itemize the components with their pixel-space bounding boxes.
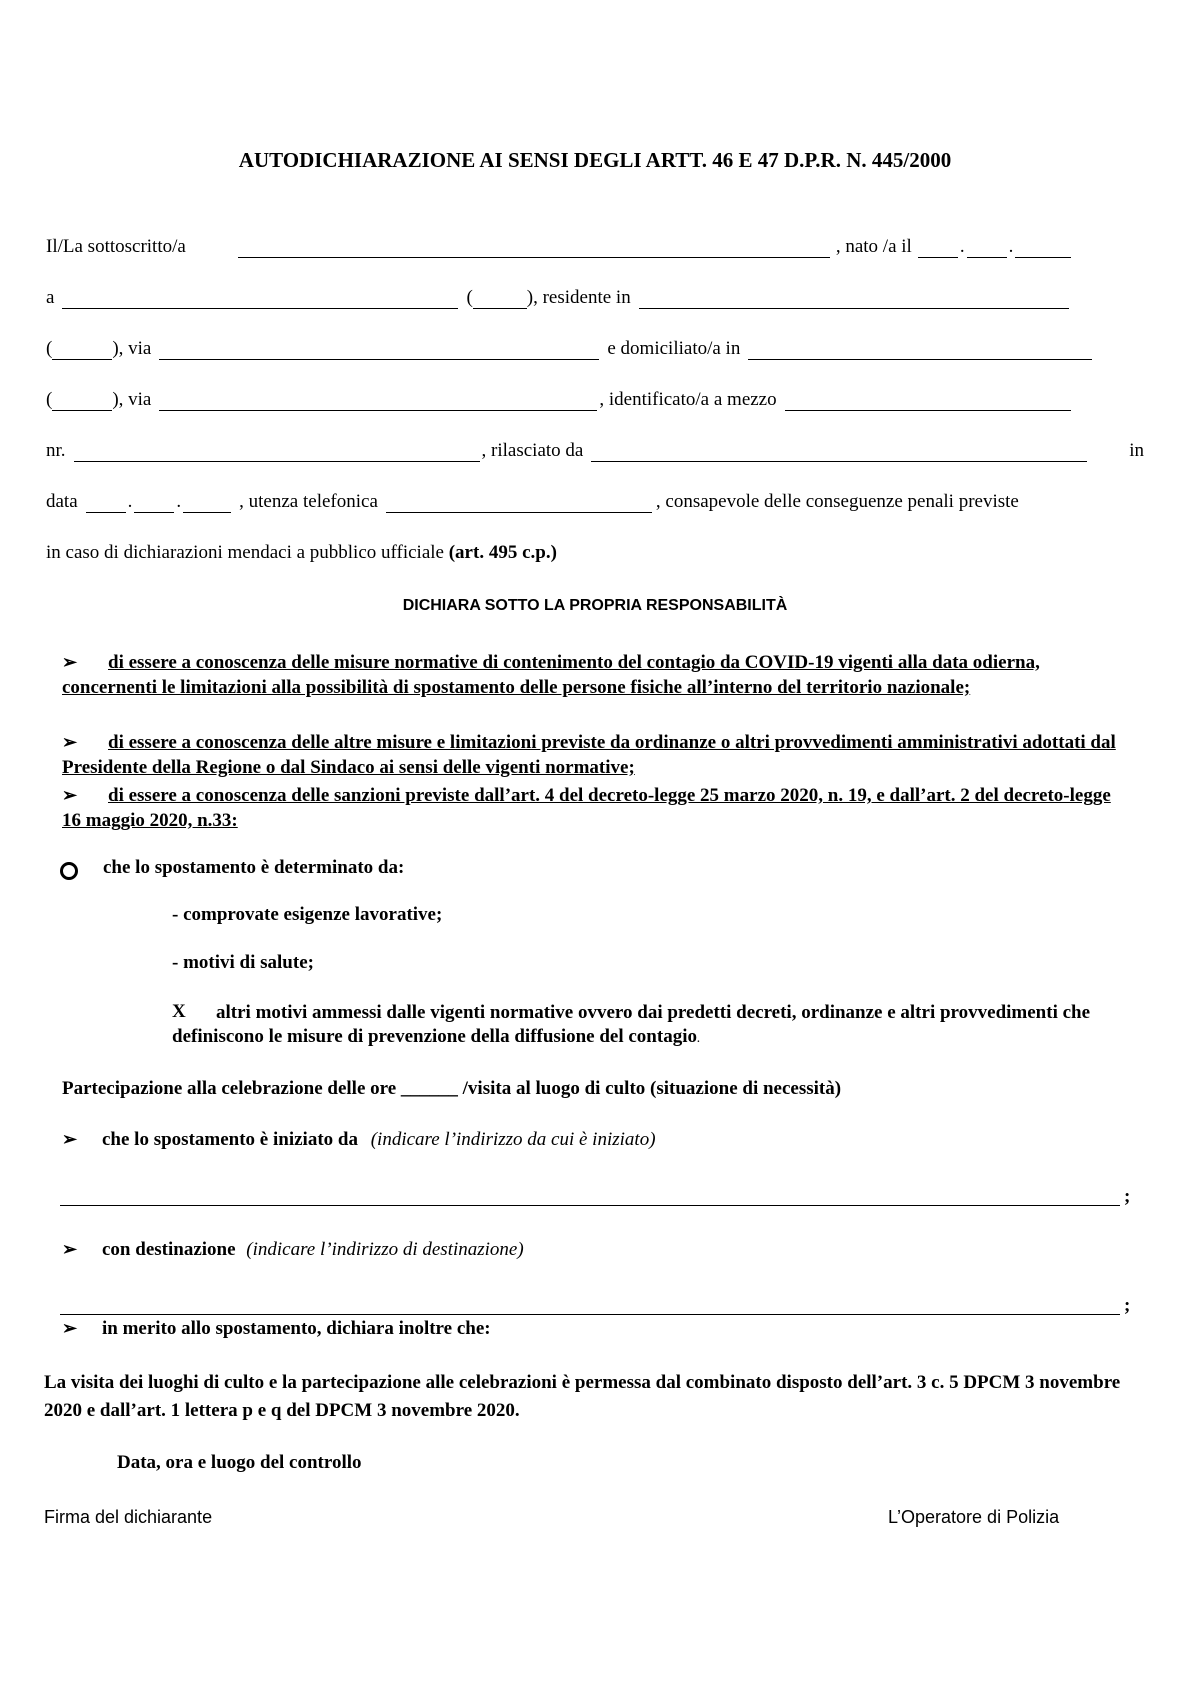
date-separator: . xyxy=(176,491,182,512)
option-altri-text: altri motivi ammessi dalle vigenti normative ovvero dai predetti decreti, ordinanze e altri provvedimenti che definiscono le misure di prevenzione della diffusione del contagio xyxy=(172,1002,1091,1047)
bullet-text: di essere a conoscenza delle altre misure e limitazioni previste da ordinanze o altri provvedimenti amministrativi adottati dal Presidente della Regione o dal Sindaco ai sensi delle vigenti normative; xyxy=(62,732,1116,778)
bullet-text: di essere a conoscenza delle sanzioni previste dall’art. 4 del decreto-legge 25 marzo 2020, n. 19, e dall’art. 2 del decreto-legge 16 maggio 2020, n.33: xyxy=(62,785,1111,831)
form-line-penalty xyxy=(46,538,1144,564)
spostamento-heading: che lo spostamento è determinato da: xyxy=(103,857,405,878)
option-altri-motivi xyxy=(172,1001,1102,1051)
birth-year-field[interactable] xyxy=(1015,238,1071,258)
firma-dichiarante-label: Firma del dichiarante xyxy=(44,1507,213,1527)
birth-month-field[interactable] xyxy=(967,238,1007,258)
date-separator: . xyxy=(959,236,965,257)
via-label: ), via xyxy=(112,338,152,359)
bullet-other-measures xyxy=(62,730,1130,780)
id-document-field[interactable] xyxy=(785,391,1071,411)
penalty-text: in caso di dichiarazioni mendaci a pubblico ufficiale xyxy=(46,542,449,563)
merito-line xyxy=(62,1318,491,1340)
residence-province-field[interactable] xyxy=(52,340,112,360)
document-title: AUTODICHIARAZIONE AI SENSI DEGLI ARTT. 46 E 47 D.P.R. N. 445/2000 xyxy=(238,148,952,172)
issue-month-field[interactable] xyxy=(134,493,174,513)
domiciliato-label: e domiciliato/a in xyxy=(607,338,741,359)
iniziato-label: che lo spostamento è iniziato da xyxy=(102,1129,358,1150)
consapevole-label: , consapevole delle conseguenze penali previste xyxy=(655,491,1019,512)
bullet-covid-measures xyxy=(62,650,1130,700)
arrow-icon: ➢ xyxy=(62,732,78,752)
residence-city-field[interactable] xyxy=(639,289,1069,309)
celebration-time-field[interactable]: ______ xyxy=(400,1078,458,1099)
phone-field[interactable] xyxy=(386,493,652,513)
issuer-field[interactable] xyxy=(591,442,1087,462)
legal-note: La visita dei luoghi di culto e la partecipazione alle celebrazioni è permessa dal combinato disposto dell’art. 3 c. 5 DPCM 3 novembre 2020 e dall’art. 1 lettera p e q del DPCM 3 novembre 2020. xyxy=(44,1372,1121,1421)
paren-open: ( xyxy=(46,338,53,359)
via-label: ), via xyxy=(112,389,152,410)
operatore-label: L’Operatore di Polizia xyxy=(888,1507,1060,1527)
date-separator: . xyxy=(127,491,133,512)
arrow-icon: ➢ xyxy=(62,785,78,805)
arrow-icon: ➢ xyxy=(62,652,78,672)
partecipazione-line xyxy=(62,1078,841,1100)
document-number-field[interactable] xyxy=(74,442,480,462)
sottoscritto-label: Il/La sottoscritto/a xyxy=(46,236,186,257)
option-salute[interactable]: - motivi di salute; xyxy=(172,952,314,973)
form-line-document xyxy=(46,436,1144,462)
residence-street-field[interactable] xyxy=(159,340,599,360)
nato-label: , nato /a il xyxy=(835,236,912,257)
iniziato-hint: (indicare l’indirizzo da cui è iniziato) xyxy=(370,1129,656,1150)
option-altri-end: . xyxy=(696,1031,701,1046)
merito-text: in merito allo spostamento, dichiara inoltre che: xyxy=(102,1318,491,1339)
form-line-residence xyxy=(46,334,1144,360)
identificato-label: , identificato/a a mezzo xyxy=(599,389,777,410)
destinazione-hint: (indicare l’indirizzo di destinazione) xyxy=(246,1239,524,1260)
destinazione-label: con destinazione xyxy=(102,1239,236,1260)
paren-open: ( xyxy=(46,389,53,410)
start-address-field[interactable] xyxy=(60,1205,1120,1206)
domicile-street-field[interactable] xyxy=(159,391,597,411)
controllo-label: Data, ora e luogo del controllo xyxy=(117,1452,362,1473)
residente-label: ), residente in xyxy=(526,287,631,308)
arrow-icon: ➢ xyxy=(62,1129,78,1149)
form-line-date-phone xyxy=(46,487,1144,513)
in-label: in xyxy=(1129,440,1144,461)
paren-open: ( xyxy=(466,287,473,308)
partecipazione-after: /visita al luogo di culto (situazione di necessità) xyxy=(457,1078,842,1099)
form-line-domicile xyxy=(46,385,1144,411)
form-line-birthplace xyxy=(46,283,1144,309)
utenza-label: , utenza telefonica xyxy=(239,491,378,512)
birth-province-field[interactable] xyxy=(473,289,527,309)
start-semicolon: ; xyxy=(1124,1186,1131,1207)
arrow-icon: ➢ xyxy=(62,1318,78,1338)
radio-circle-icon[interactable] xyxy=(60,862,78,880)
birthplace-label: a xyxy=(46,287,55,308)
birth-day-field[interactable] xyxy=(918,238,958,258)
partecipazione-label: Partecipazione alla celebrazione delle ore xyxy=(62,1078,401,1099)
domicile-province-field[interactable] xyxy=(52,391,112,411)
iniziato-line xyxy=(62,1129,656,1151)
name-field[interactable] xyxy=(238,238,830,258)
option-lavorative[interactable]: - comprovate esigenze lavorative; xyxy=(172,904,443,925)
form-line-name xyxy=(46,232,1144,258)
destination-address-field[interactable] xyxy=(60,1314,1120,1315)
data-label: data xyxy=(46,491,78,512)
nr-label: nr. xyxy=(46,440,66,461)
destinazione-line xyxy=(62,1239,524,1261)
penalty-article: (art. 495 c.p.) xyxy=(448,542,557,563)
option-altri-mark[interactable]: X xyxy=(172,1001,186,1022)
rilasciato-label: , rilasciato da xyxy=(481,440,584,461)
date-separator: . xyxy=(1008,236,1014,257)
issue-year-field[interactable] xyxy=(183,493,231,513)
bullet-text: di essere a conoscenza delle misure normative di contenimento del contagio da COVID-19 vigenti alla data odierna, concernenti le limitazioni alla possibilità di spostamento delle persone fisiche all’interno del territorio nazionale; xyxy=(62,652,1040,698)
bullet-sanctions xyxy=(62,783,1130,833)
arrow-icon: ➢ xyxy=(62,1239,78,1259)
issue-day-field[interactable] xyxy=(86,493,126,513)
destination-semicolon: ; xyxy=(1124,1295,1131,1316)
domicile-city-field[interactable] xyxy=(748,340,1092,360)
birthplace-field[interactable] xyxy=(62,289,458,309)
dichiara-heading: DICHIARA SOTTO LA PROPRIA RESPONSABILITÀ xyxy=(402,597,788,614)
